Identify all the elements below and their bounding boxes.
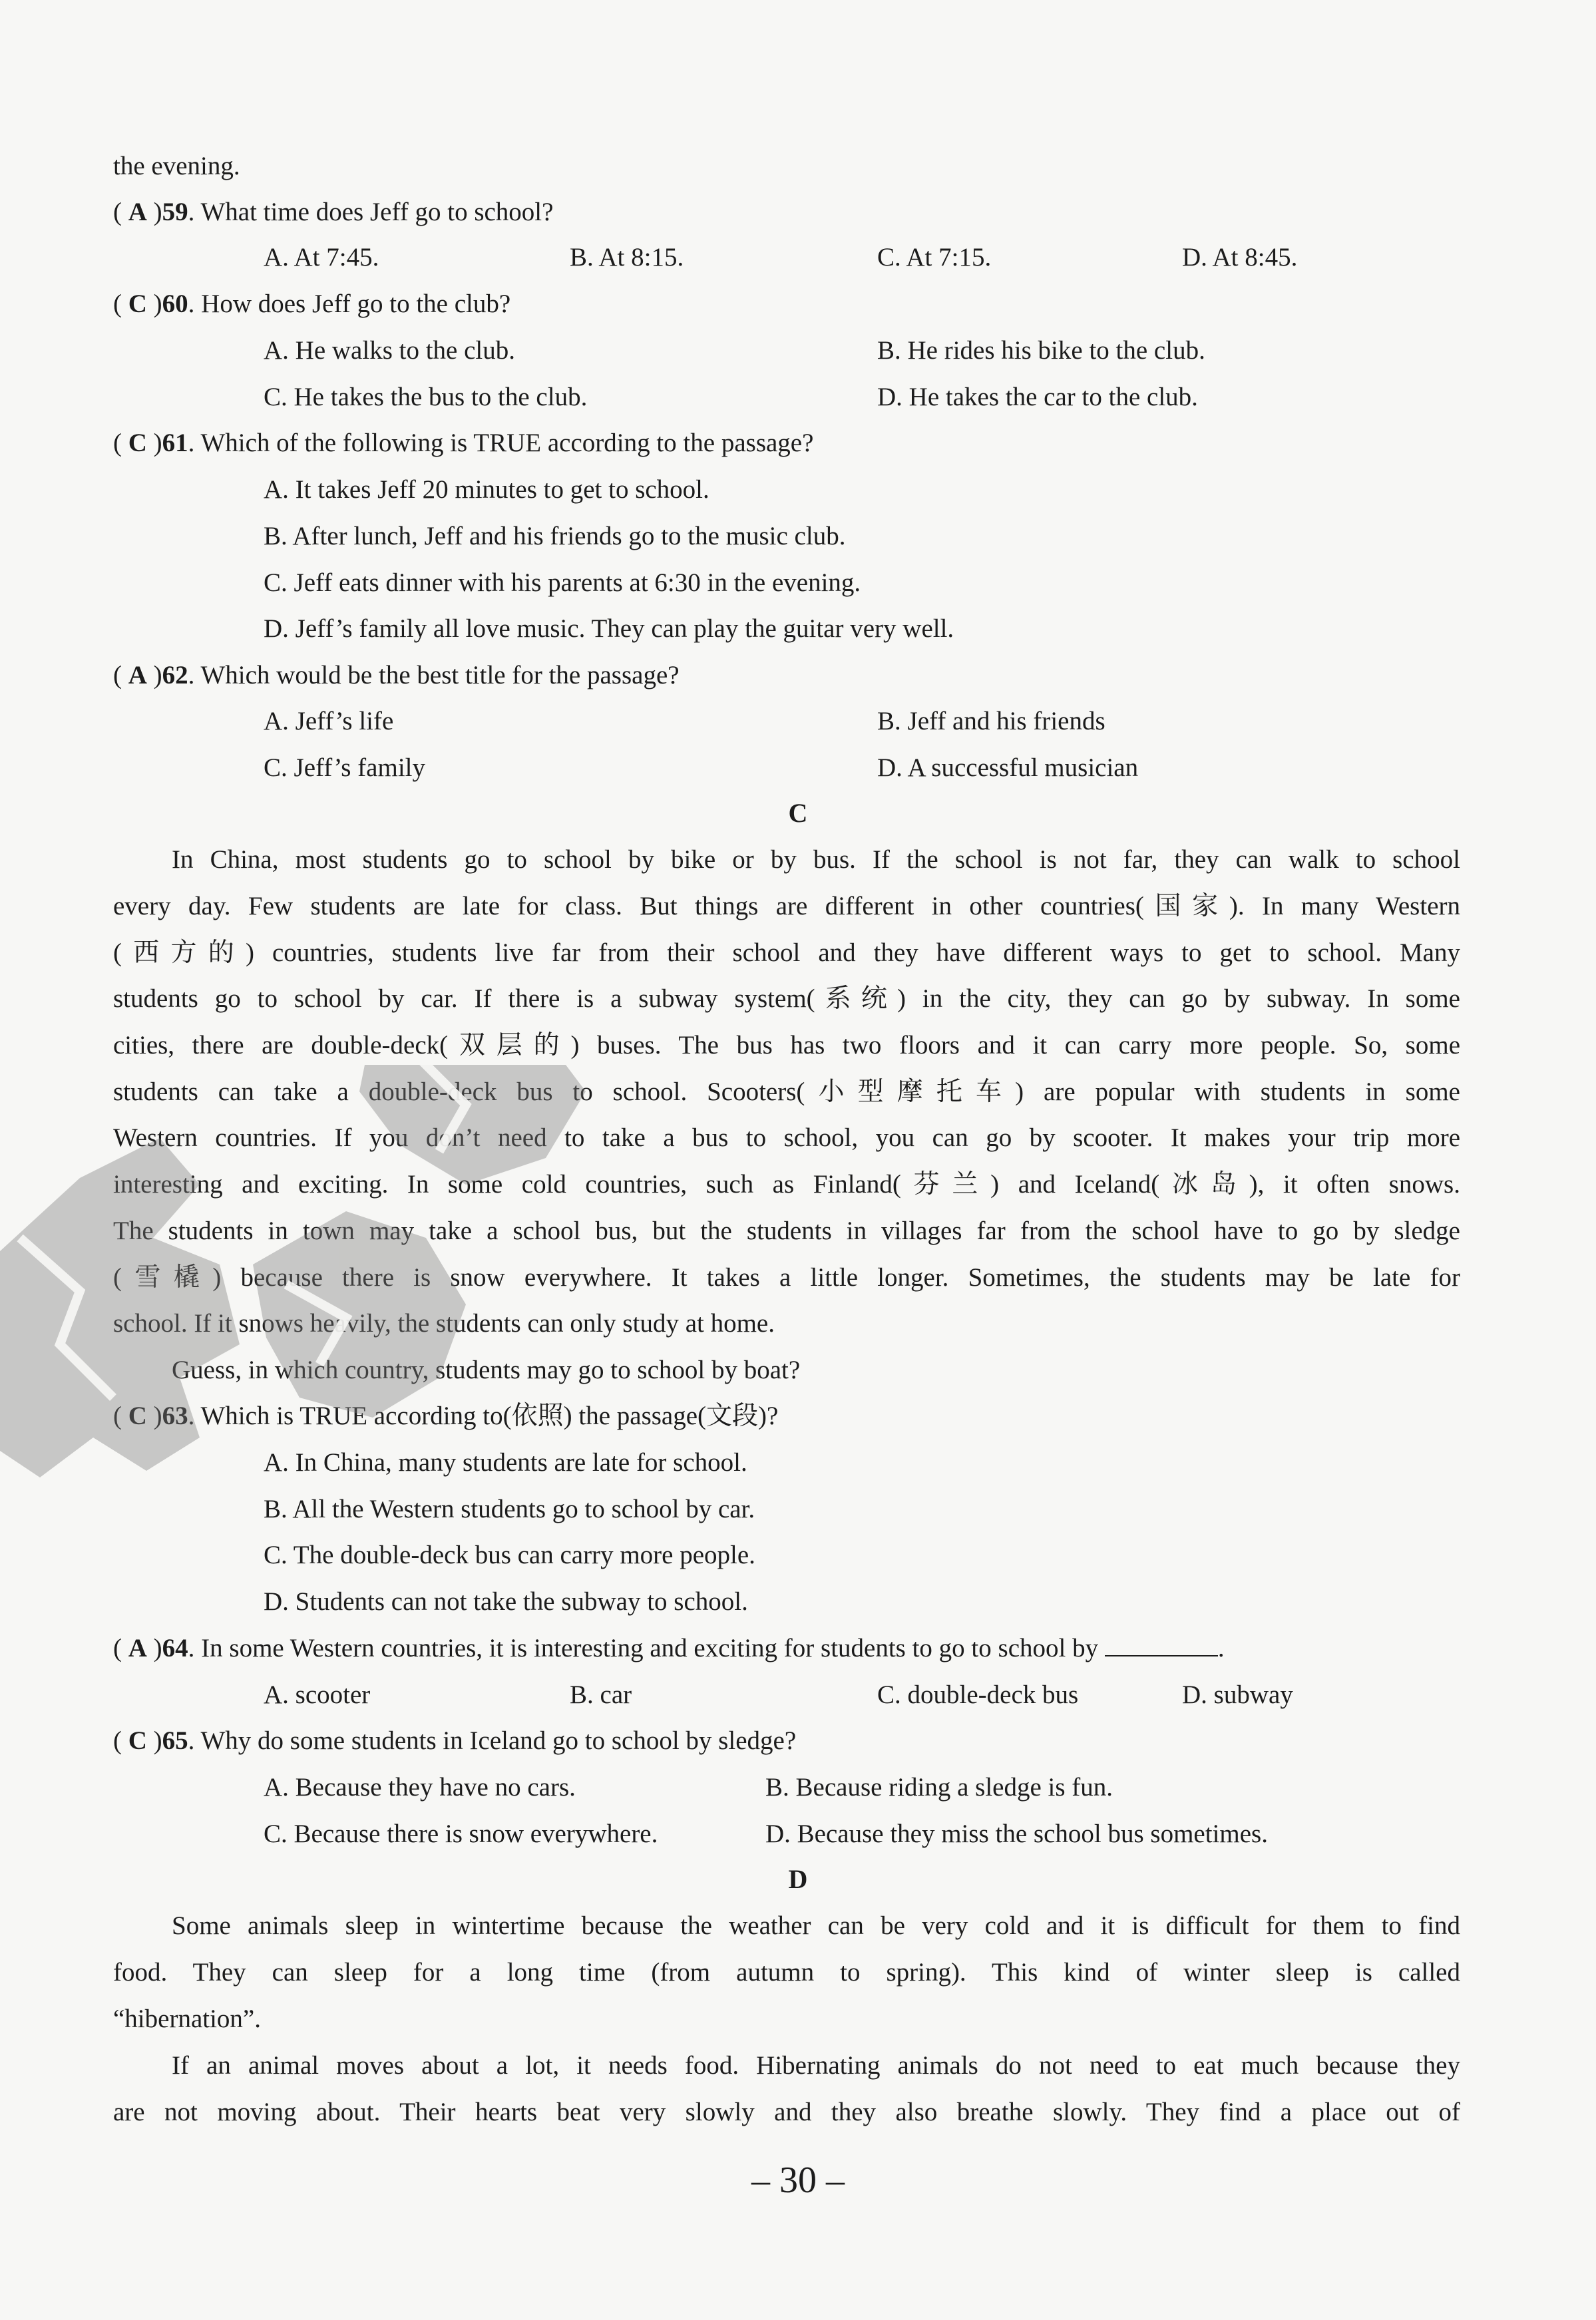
q59-option-c: C. At 7:15. <box>877 243 992 272</box>
section-c-line: every day. Few students are late for class. But things are different in other countries(国家). In many Western <box>113 892 1460 920</box>
q59-option-d: D. At 8:45. <box>1182 243 1298 272</box>
question-64: ( A )64. In some Western countries, it is interesting and exciting for students to go to school by . <box>113 1634 1225 1662</box>
section-c-line: students go to school by car. If there is a subway system(系统) in the city, they can go by subway. In some <box>113 984 1460 1013</box>
q64-option-c: C. double-deck bus <box>877 1680 1079 1709</box>
section-c-line: (西方的) countries, students live far from their school and they have different ways to get to school. Many <box>113 938 1460 967</box>
section-d-line: If an animal moves about a lot, it needs food. Hibernating animals do not need to eat much because they <box>172 2051 1460 2080</box>
answer-60: C <box>128 290 147 318</box>
q63-option-a: A. In China, many students are late for school. <box>264 1448 747 1477</box>
question-65: ( C )65. Why do some students in Iceland go to school by sledge? <box>113 1726 797 1755</box>
section-c-heading: C <box>788 798 808 828</box>
section-d-heading: D <box>788 1864 808 1894</box>
section-c-guess: Guess, in which country, students may go to school by boat? <box>172 1356 801 1384</box>
section-d-line: food. They can sleep for a long time (from autumn to spring). This kind of winter sleep is called <box>113 1958 1460 1987</box>
q64-option-a: A. scooter <box>264 1680 371 1709</box>
qnum-62: 62 <box>162 661 188 689</box>
qnum-63: 63 <box>162 1402 188 1430</box>
q60-option-c: C. He takes the bus to the club. <box>264 383 588 411</box>
section-c-line: Western countries. If you don’t need to take a bus to school, you can go by scooter. It makes your trip more <box>113 1123 1460 1152</box>
q62-option-d: D. A successful musician <box>877 753 1139 782</box>
q62-option-b: B. Jeff and his friends <box>877 707 1105 735</box>
q60-option-b: B. He rides his bike to the club. <box>877 336 1205 365</box>
q65-option-d: D. Because they miss the school bus sometimes. <box>765 1820 1268 1848</box>
question-60: ( C )60. How does Jeff go to the club? <box>113 290 511 318</box>
question-60-text: How does Jeff go to the club? <box>201 290 511 318</box>
q59-option-b: B. At 8:15. <box>570 243 684 272</box>
question-63: ( C )63. Which is TRUE according to(依照) the passage(文段)? <box>113 1402 779 1430</box>
q64-option-d: D. subway <box>1182 1680 1293 1709</box>
question-62: ( A )62. Which would be the best title for the passage? <box>113 661 680 689</box>
q63-option-c: C. The double-deck bus can carry more people. <box>264 1541 755 1569</box>
section-c-line: interesting and exciting. In some cold countries, such as Finland(芬兰) and Iceland(冰岛), it often snows. <box>113 1170 1460 1199</box>
q61-option-c: C. Jeff eats dinner with his parents at 6:30 in the evening. <box>264 568 861 597</box>
q62-option-c: C. Jeff’s family <box>264 753 425 782</box>
question-61-text: Which of the following is TRUE according to the passage? <box>200 429 814 457</box>
question-65-text: Why do some students in Iceland go to school by sledge? <box>200 1726 797 1755</box>
qnum-60: 60 <box>162 290 188 318</box>
section-c-line: (雪橇) because there is snow everywhere. It takes a little longer. Sometimes, the students may be late for <box>113 1263 1460 1292</box>
section-c-line: students can take a double-deck bus to school. Scooters(小型摩托车) are popular with students in some <box>113 1077 1460 1106</box>
qnum-64: 64 <box>162 1634 188 1662</box>
question-59-text: What time does Jeff go to school? <box>200 198 554 226</box>
q60-option-a: A. He walks to the club. <box>264 336 516 365</box>
question-62-text: Which would be the best title for the passage? <box>200 661 680 689</box>
section-c-line: The students in town may take a school bus, but the students in villages far from the school have to go by sledge <box>113 1217 1460 1245</box>
q62-option-a: A. Jeff’s life <box>264 707 394 735</box>
question-64-tail: . <box>1217 1634 1225 1662</box>
section-d-line: are not moving about. Their hearts beat very slowly and they also breathe slowly. They find a place out of <box>113 2098 1460 2126</box>
answer-blank <box>1105 1635 1218 1656</box>
question-59: ( A )59. What time does Jeff go to school? <box>113 198 554 226</box>
section-c-line: school. If it snows heavily, the students can only study at home. <box>113 1309 775 1338</box>
question-63-text: Which is TRUE according to(依照) the passage(文段)? <box>200 1402 779 1430</box>
answer-61: C <box>128 429 147 457</box>
q61-option-d: D. Jeff’s family all love music. They can play the guitar very well. <box>264 614 954 643</box>
q64-option-b: B. car <box>570 1680 632 1709</box>
answer-59: A <box>128 198 147 226</box>
qnum-59: 59 <box>162 198 188 226</box>
question-64-text: In some Western countries, it is interesting and exciting for students to go to school by <box>201 1634 1099 1662</box>
q59-option-a: A. At 7:45. <box>264 243 379 272</box>
answer-62: A <box>128 661 147 689</box>
qnum-61: 61 <box>162 429 188 457</box>
q60-option-d: D. He takes the car to the club. <box>877 383 1198 411</box>
top-line: the evening. <box>113 152 240 180</box>
answer-63: C <box>128 1402 147 1430</box>
q61-option-b: B. After lunch, Jeff and his friends go to the music club. <box>264 522 846 550</box>
answer-65: C <box>128 1726 147 1755</box>
section-d-line: Some animals sleep in wintertime because the weather can be very cold and it is difficult for them to find <box>172 1911 1460 1940</box>
page-number: – 30 – <box>751 2160 845 2201</box>
section-c-line: In China, most students go to school by bike or by bus. If the school is not far, they can walk to school <box>172 845 1460 874</box>
section-d-line: “hibernation”. <box>113 2005 261 2033</box>
q65-option-a: A. Because they have no cars. <box>264 1773 576 1802</box>
section-c-line: cities, there are double-deck(双层的) buses. The bus has two floors and it can carry more people. So, some <box>113 1031 1460 1060</box>
q63-option-b: B. All the Western students go to school by car. <box>264 1495 755 1523</box>
answer-64: A <box>128 1634 147 1662</box>
q65-option-b: B. Because riding a sledge is fun. <box>765 1773 1113 1802</box>
q63-option-d: D. Students can not take the subway to school. <box>264 1587 748 1616</box>
qnum-65: 65 <box>162 1726 188 1755</box>
q65-option-c: C. Because there is snow everywhere. <box>264 1820 658 1848</box>
question-61: ( C )61. Which of the following is TRUE according to the passage? <box>113 429 814 457</box>
q61-option-a: A. It takes Jeff 20 minutes to get to school. <box>264 475 709 504</box>
